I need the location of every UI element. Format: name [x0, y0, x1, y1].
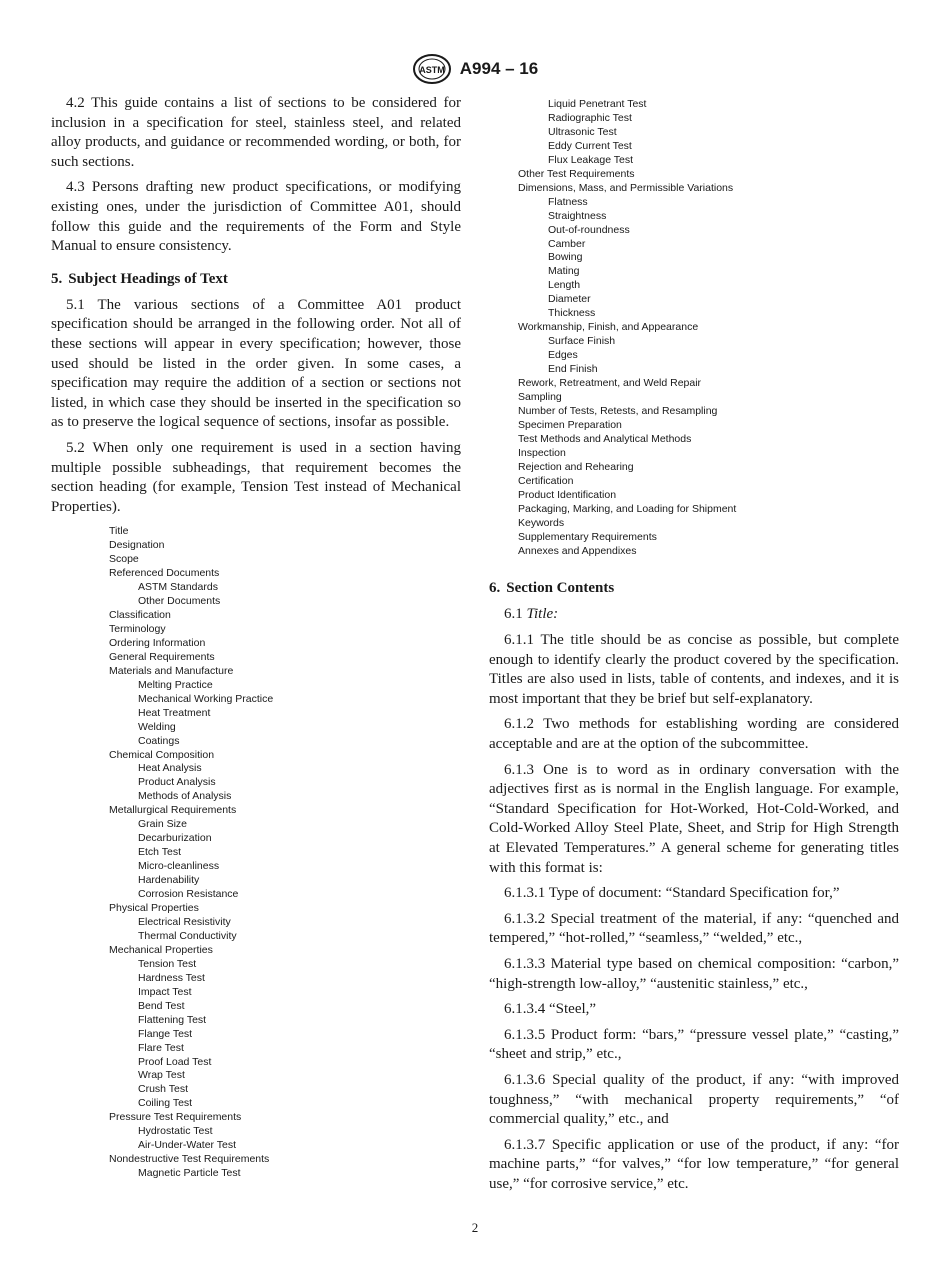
right-column	[489, 98, 899, 1200]
outline-left-item: Corrosion Resistance	[138, 888, 239, 901]
outline-right-item: Sampling	[518, 391, 562, 404]
section-6-paragraph: 6.1.2 Two methods for establishing wording are considered acceptable and are at the option of the subcommittee.	[489, 716, 899, 753]
section-6-paragraph: 6.1.3 One is to word as in ordinary conversation with the adjectives first as is normal in the English language. For example, “Standard Specification for Hot-Worked, Hot-Cold-Worked, and Cold-Worked Alloy Steel Plate, Sheet, and Strip for High Strength at Elevated Temperatures.” A general scheme for generating titles with this format is:	[489, 761, 899, 876]
outline-left-item: Heat Treatment	[138, 706, 211, 719]
outline-right-item: Rejection and Rehearing	[518, 460, 634, 473]
outline-left-item: Physical Properties	[109, 902, 199, 915]
outline-right-item: Number of Tests, Retests, and Resampling	[518, 404, 718, 417]
section-5-number: 5.	[51, 270, 63, 287]
outline-left-item: Mechanical Properties	[109, 943, 213, 956]
page-header	[0, 52, 950, 86]
section-6-paragraph: 6.1.3.6 Special quality of the product, if any: “with improved toughness,” “with mechanical property requirements,” “of commercial quality,” etc., and	[489, 1071, 899, 1128]
outline-right-item: Diameter	[548, 293, 591, 306]
paragraph-5-1: 5.1 The various sections of a Committee A01 product specification should be arranged in the following order. Not all of these sections will appear in every specification; however, those used should be listed in the order given. In some cases, a specification may require the addition of a section or sections not listed, in which case they should be inserted in the specification so as to preserve the logical sequence of sections, insofar as possible.	[51, 296, 461, 431]
outline-right-item: Inspection	[518, 446, 566, 459]
section-6-title: Section Contents	[506, 580, 615, 597]
outline-left-item: Referenced Documents	[109, 567, 220, 580]
section-5-title: Subject Headings of Text	[68, 270, 228, 287]
outline-right-item: Mating	[548, 265, 580, 278]
outline-right-item: Flux Leakage Test	[548, 153, 634, 166]
outline-right-item: Surface Finish	[548, 335, 616, 348]
outline-left-item: Other Documents	[138, 595, 221, 608]
section-6-paragraph: 6.1.3.5 Product form: “bars,” “pressure vessel plate,” “casting,” “sheet and strip,” etc.,	[489, 1026, 899, 1063]
outline-right-item: Specimen Preparation	[518, 418, 622, 431]
outline-right-item: Product Identification	[518, 488, 617, 501]
outline-left-item: Bend Test	[138, 999, 185, 1012]
outline-right-item: Dimensions, Mass, and Permissible Variations	[518, 181, 734, 194]
outline-left-item: Scope	[109, 553, 139, 566]
left-column	[51, 94, 461, 1181]
outline-left-item: Impact Test	[138, 985, 192, 998]
outline-right-item: Test Methods and Analytical Methods	[518, 432, 692, 445]
outline-left-item: Thermal Conductivity	[138, 929, 237, 942]
outline-left-item: Hardenability	[138, 874, 200, 887]
subsection-6-1	[489, 605, 899, 625]
outline-left-item: Classification	[109, 609, 171, 621]
section-6-paragraph: 6.1.3.7 Specific application or use of the product, if any: “for machine parts,” “for valves,” “for low temperature,” “for general use,” “for corrosive service,” etc.	[489, 1136, 899, 1192]
outline-left-item: Flare Test	[138, 1041, 184, 1054]
outline-left-item: Electrical Resistivity	[138, 915, 231, 928]
outline-right-item: Edges	[548, 349, 578, 362]
section-6-paragraphs	[489, 631, 899, 1194]
section-6-paragraph: 6.1.3.1 Type of document: “Standard Specification for,”	[504, 885, 840, 902]
outline-left-item: General Requirements	[109, 650, 215, 663]
outline-right-item: Other Test Requirements	[518, 167, 635, 180]
outline-left-item: Nondestructive Test Requirements	[109, 1153, 270, 1166]
outline-left-item: Ordering Information	[109, 636, 206, 649]
outline-right-item: Bowing	[548, 251, 583, 264]
outline-left-item: Flange Test	[138, 1027, 193, 1040]
section-5-heading	[51, 271, 461, 288]
outline-left-item: Melting Practice	[138, 678, 213, 691]
outline-left-item: Micro-cleanliness	[138, 860, 220, 873]
outline-left-item: Metallurgical Requirements	[109, 804, 237, 817]
outline-right-item: Annexes and Appendixes	[518, 544, 637, 557]
outline-left-item: Wrap Test	[138, 1069, 185, 1082]
outline-left-item: Hydrostatic Test	[138, 1125, 213, 1138]
outline-left-item: Chemical Composition	[109, 748, 215, 761]
outline-left-item: Coatings	[138, 734, 180, 747]
outline-right-item: End Finish	[548, 363, 598, 376]
astm-logo-icon	[412, 53, 452, 85]
outline-right-item: Supplementary Requirements	[518, 530, 657, 543]
outline-left-item: Pressure Test Requirements	[109, 1111, 242, 1124]
outline-right-item: Packaging, Marking, and Loading for Shipment	[518, 502, 737, 515]
section-6-number: 6.	[489, 580, 501, 597]
outline-left-item: Air-Under-Water Test	[138, 1139, 237, 1152]
outline-right-item: Ultrasonic Test	[548, 125, 617, 138]
subsection-6-1-label: Title:	[526, 606, 559, 623]
outline-right-item: Radiographic Test	[548, 111, 632, 124]
section-6-paragraph: 6.1.1 The title should be as concise as possible, but complete enough to identify clearly the product covered by the specification. Titles are also used in lists, table of contents, and indexes, and it is most important that they be brief but self-explanatory.	[489, 632, 899, 707]
section-6-paragraph: 6.1.3.3 Material type based on chemical composition: “carbon,” “high-strength low-alloy,” “austenitic stainless,” etc.,	[489, 955, 899, 992]
outline-left-item: Grain Size	[138, 818, 188, 831]
subsection-6-1-number: 6.1	[504, 606, 523, 623]
outline-left-item: Welding	[138, 720, 176, 733]
outline-left-item: Coiling Test	[138, 1097, 193, 1110]
paragraph-4-2: 4.2 This guide contains a list of sections to be considered for inclusion in a specification for steel, stainless steel, and related alloy products, and guidance or recommended wording, or both, for such sections.	[51, 95, 461, 170]
section-6-paragraph: 6.1.3.2 Special treatment of the material, if any: “quenched and tempered,” “hot-rolled,” “seamless,” “welded,” etc.,	[489, 910, 899, 947]
outline-left-item: Heat Analysis	[138, 762, 202, 775]
outline-left-item: Decarburization	[138, 832, 212, 845]
outline-right-item: Out-of-roundness	[548, 223, 630, 236]
outline-right-item: Thickness	[548, 307, 596, 320]
section-6-paragraph: 6.1.3.4 “Steel,”	[504, 1001, 597, 1018]
outline-left-item: Methods of Analysis	[138, 790, 232, 803]
outline-right-item: Certification	[518, 474, 574, 487]
outline-left-item: Mechanical Working Practice	[138, 692, 274, 705]
outline-right-item: Workmanship, Finish, and Appearance	[518, 321, 699, 334]
outline-right-item: Eddy Current Test	[548, 139, 632, 152]
section-outline-list-right	[518, 98, 899, 558]
outline-left-item: Materials and Manufacture	[109, 664, 234, 677]
paragraph-4-3: 4.3 Persons drafting new product specifications, or modifying existing ones, under the jurisdiction of Committee A01, should follow this guide and the requirements of the Form and Style Manual to ensure consistency.	[51, 179, 461, 255]
outline-right-item: Liquid Penetrant Test	[548, 98, 647, 110]
outline-left-item: Product Analysis	[138, 776, 216, 789]
outline-right-item: Keywords	[518, 516, 565, 529]
logo-text: ASTM	[419, 65, 445, 75]
outline-left-item: Terminology	[109, 622, 166, 635]
outline-left-item: ASTM Standards	[138, 581, 218, 594]
outline-left-item: Hardness Test	[138, 971, 205, 984]
outline-left-item: Magnetic Particle Test	[138, 1167, 241, 1180]
document-designation: A994 – 16	[459, 59, 539, 78]
paragraph-5-2: 5.2 When only one requirement is used in a section having multiple possible subheadings, that requirement becomes the section heading (for example, Tension Test instead of Mechanical Properties).	[51, 439, 461, 515]
section-6-heading	[489, 580, 899, 597]
outline-left-item: Title	[109, 525, 129, 538]
outline-left-item: Tension Test	[138, 957, 197, 970]
outline-left-item: Flattening Test	[138, 1013, 207, 1026]
section-outline-list-left	[109, 525, 461, 1181]
page-number: 2	[471, 1220, 479, 1235]
outline-left-item: Proof Load Test	[138, 1055, 212, 1068]
outline-right-item: Rework, Retreatment, and Weld Repair	[518, 377, 702, 390]
outline-right-item: Camber	[548, 237, 586, 250]
outline-right-item: Flatness	[548, 195, 588, 208]
outline-right-item: Length	[548, 279, 581, 292]
outline-right-item: Straightness	[548, 209, 607, 222]
outline-left-item: Designation	[109, 539, 165, 552]
outline-left-item: Etch Test	[138, 846, 181, 859]
outline-left-item: Crush Test	[138, 1083, 188, 1096]
